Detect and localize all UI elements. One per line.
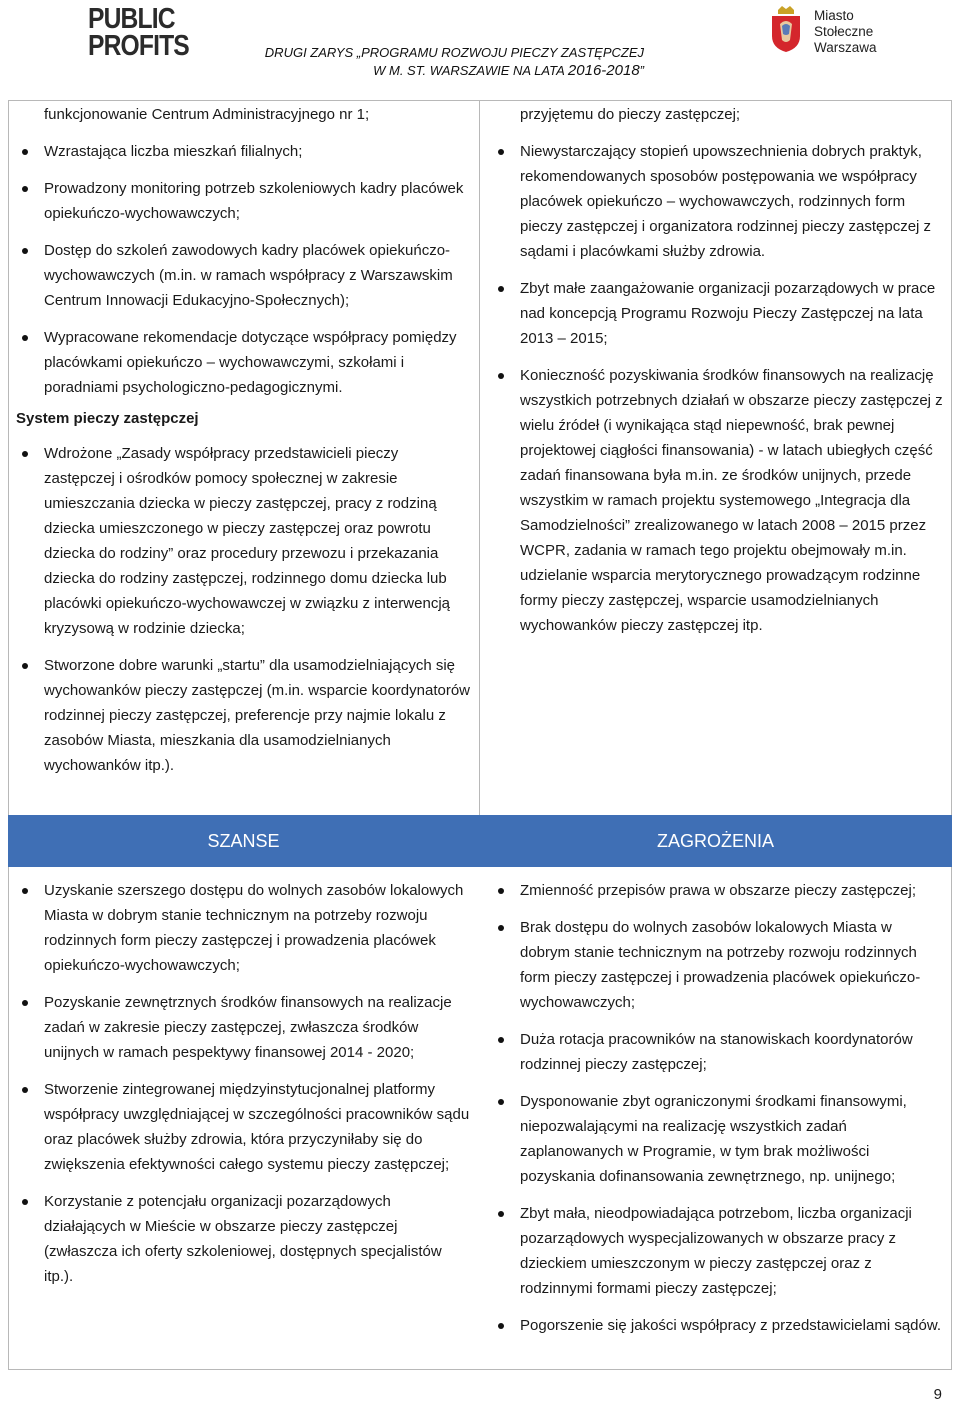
continued-item: funkcjonowanie Centrum Administracyjnego nr 1; [44,106,370,123]
strengths-list-2 [10,441,472,778]
list-item [10,139,472,164]
strengths-list [10,139,472,400]
list-item [486,915,944,1015]
bullet-icon [498,888,504,894]
column-divider [479,100,480,815]
list-item [10,441,472,641]
bullet-icon [22,451,28,457]
page-number: 9 [933,1386,942,1403]
weaknesses-column [486,102,944,650]
bullet-icon [22,1000,28,1006]
threats-column [486,878,944,1350]
bullet-icon [22,149,28,155]
city-name [814,8,877,56]
public-profits-logo [88,3,189,66]
list-item [10,653,472,778]
bullet-icon [498,1211,504,1217]
bullet-icon [22,248,28,254]
list-item [10,1189,472,1289]
city-line-1: Miasto [814,8,854,23]
list-item [10,990,472,1065]
item-text: Wypracowane rekomendacje dotyczące współpracy pomiędzy placówkami opiekuńczo – wychowawczymi, szkołami i poradniami psychologiczno-pedagogicznymi. [44,329,457,396]
threats-list [486,878,944,1338]
bullet-icon [22,888,28,894]
list-item [10,325,472,400]
document-title [265,44,644,80]
page-header [0,0,960,92]
opportunities-list [10,878,472,1289]
section-subheading: System pieczy zastępczej [16,410,199,427]
document-title-line-2 [265,62,644,80]
item-text: Wzrastająca liczba mieszkań filialnych; [44,143,303,160]
logo-line-2: PROFITS [88,30,189,62]
section-header-band [8,815,952,867]
item-text: Pozyskanie zewnętrznych środków finansowych na realizacje zadań w zakresie pieczy zastępczej, zwłaszcza środków unijnych w ramach pespektywy finansowej 2014 - 2020; [44,994,452,1061]
item-text: Prowadzony monitoring potrzeb szkoleniowych kadry placówek opiekuńczo-wychowawczych; [44,180,464,222]
list-item [486,1027,944,1077]
item-text: Brak dostępu do wolnych zasobów lokalowych Miasta w dobrym stanie technicznym na potrzeby rozwoju rodzinnych form pieczy zastępczej i prowadzenia placówek opiekuńczo-wychowawczych; [520,919,921,1011]
list-item [10,878,472,978]
item-text: Konieczność pozyskiwania środków finansowych na realizację wszystkich potrzebnych działań w obszarze pieczy zastępczej z wielu źródeł (i wynikająca stąd niepewność, brak pewnej projektowej ciągłości finansowania) - w latach ubiegłych część zadań finansowana była m.in. ze środków unijnych, przede wszystkim w ramach projektu systemowego „Integracja dla Samodzielności” zrealizowanego w latach 2008 – 2015 przez WCPR, zadania w ramach tego projektu obejmowały m.in. udzielanie wsparcia merytorycznego prowadzącym rodzinne formy pieczy zastępczej, wsparcie usamodzielnianych wychowanków pieczy zastępczej itp. [520,367,943,634]
strengths-column [10,102,472,790]
title-years: 2016-2018 [567,62,640,79]
city-line-3: Warszawa [814,40,877,55]
bullet-icon [498,1037,504,1043]
bullet-icon [22,186,28,192]
list-item [10,1077,472,1177]
item-text: Niewystarczający stopień upowszechnienia dobrych praktyk, rekomendowanych sposobów postępowania we współpracy placówek opiekuńczo – wychowawczych, rodzinnych form pieczy zastępczej i organizatora rodzinnej pieczy zastępczej z sądami i placówkami służby zdrowia. [520,143,932,260]
list-item [10,238,472,313]
bullet-icon [498,149,504,155]
item-text: Stworzenie zintegrowanej międzyinstytucjonalnej platformy współpracy uwzględniającej w szczególności pracowników sądu oraz placówek służby zdrowia, która przyczyniłaby się do zwiększenia efektywności całego systemu pieczy zastępczej; [44,1081,470,1173]
list-item [486,1313,944,1338]
bullet-icon [498,925,504,931]
item-text: Dysponowanie zbyt ograniczonymi środkami finansowymi, niepozwalającymi na realizację wszystkich zadań zaplanowanych w Programie, w tym brak możliwości pozyskania dofinansowania zewnętrznego, np. unijnego; [520,1093,907,1185]
item-text: Dostęp do szkoleń zawodowych kadry placówek opiekuńczo-wychowawczych (m.in. w ramach współpracy z Warszawskim Centrum Innowacji Edukacyjno-Społecznych); [44,242,453,309]
bullet-icon [22,1087,28,1093]
logo-line-1: PUBLIC [88,3,175,35]
list-item [10,176,472,226]
item-text: Zbyt małe zaangażowanie organizacji pozarządowych w prace nad koncepcją Programu Rozwoju Pieczy Zastępczej na lata 2013 – 2015; [520,280,936,347]
item-text: Pogorszenie się jakości współpracy z przedstawicielami sądów. [520,1317,942,1334]
warsaw-crest-icon [768,4,804,54]
weaknesses-list [486,139,944,638]
item-text: Wdrożone „Zasady współpracy przedstawicieli pieczy zastępczej i ośrodków pomocy społecznej w zakresie umieszczania dziecka w pieczy zastępczej, pracy z rodziną dziecka umieszczonego w pieczy zastępczej oraz powrotu dziecka do rodziny” oraz procedury przewozu i przekazania dziecka do rodziny zastępczej, rodzinnego domu dziecka lub placówki opiekuńczo-wychowawczej w związku z interwencją kryzysową w rodzinie dziecka; [44,445,450,637]
item-text: Zbyt mała, nieodpowiadająca potrzebom, liczba organizacji pozarządowych wyspecjalizowanych w obszarze pracy z dzieckiem umieszczonym w pieczy zastępczej oraz z rodzinnymi formami pieczy zastępczej; [520,1205,912,1297]
bullet-icon [22,663,28,669]
list-item [486,878,944,903]
opportunities-column [10,878,472,1301]
bullet-icon [498,286,504,292]
city-line-2: Stołeczne [814,24,874,39]
bullet-icon [22,335,28,341]
list-item [486,139,944,264]
bullet-icon [22,1199,28,1205]
document-title-line-1: DRUGI ZARYS „PROGRAMU ROZWOJU PIECZY ZASTĘPCZEJ [264,45,644,60]
list-item [486,1089,944,1189]
list-item [486,363,944,638]
item-text: Duża rotacja pracowników na stanowiskach koordynatorów rodzinnej pieczy zastępczej; [520,1031,913,1073]
item-text: Zmienność przepisów prawa w obszarze pieczy zastępczej; [520,882,916,899]
item-text: Stworzone dobre warunki „startu” dla usamodzielniających się wychowanków pieczy zastępczej (m.in. wsparcie koordynatorów rodzinnej pieczy zastępczej, preferencje przy najmie lokalu z zasobów Miasta, mieszkania dla usamodzielnianych wychowanków itp.). [44,657,471,774]
list-item [486,276,944,351]
bullet-icon [498,1323,504,1329]
item-text: Korzystanie z potencjału organizacji pozarządowych działających w Mieście w obszarze pieczy zastępczej (zwłaszcza ich oferty szkoleniowej, dostępnych specjalistów itp.). [44,1193,442,1285]
bullet-icon [498,1099,504,1105]
list-item [486,1201,944,1301]
continued-item: przyjętemu do pieczy zastępczej; [520,106,741,123]
item-text: Uzyskanie szerszego dostępu do wolnych zasobów lokalowych Miasta w dobrym stanie technicznym na potrzeby rozwoju rodzinnych form pieczy zastępczej i prowadzenia placówek opiekuńczo-wychowawczych; [44,882,464,974]
title-suffix: ” [639,63,644,78]
opportunities-heading: SZANSE [207,831,280,851]
threats-heading: ZAGROŻENIA [656,831,774,851]
title-prefix: W M. ST. WARSZAWIE NA LATA [373,63,568,78]
bullet-icon [498,373,504,379]
